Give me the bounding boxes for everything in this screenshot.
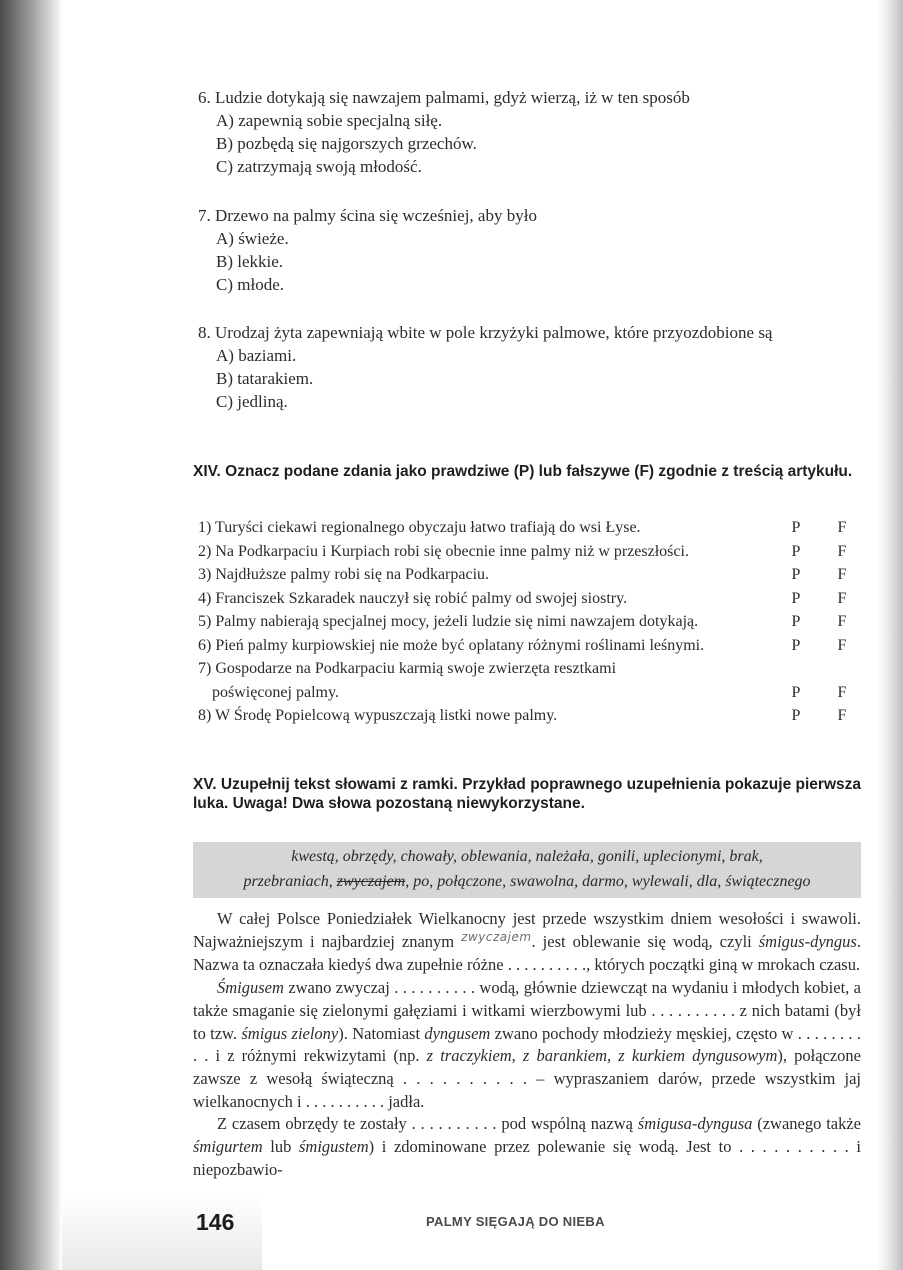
tf-statement xyxy=(198,657,773,704)
word-bank-line xyxy=(205,869,849,894)
false-option[interactable]: F xyxy=(837,707,847,724)
question-stem: 7. Drzewo na palmy ścina się wcześniej, aby było xyxy=(198,206,537,225)
passage-text: zwano zwyczaj . . . . . . . . . . wodą, głównie dziewcząt na wydaniu i młodych kobiet, a także smaganie się zielonymi gałęziami i witkami wierzbowymi lub . . . . . . . . . . z nich batami (był to tzw. xyxy=(193,978,861,1043)
passage-text: W całej Polsce Poniedziałek Wielkanocny jest przede wszystkim dniem wesołości i swawoli. Najważniejszym i najbardziej znanym xyxy=(193,909,861,951)
tf-row xyxy=(198,540,858,564)
tf-row xyxy=(198,704,858,728)
passage-text: lub xyxy=(262,1137,299,1157)
passage-italic: śmigusa-dyngusa xyxy=(637,1114,753,1134)
tf-statement-line: 7) Gospodarze na Podkarpaciu karmią swoje zwierzęta resztkami xyxy=(198,660,617,677)
scan-left-shadow xyxy=(0,0,62,1270)
answer-option: B) pozbędą się najgorszych grzechów. xyxy=(216,134,477,153)
handwritten-answer: zwyczajem xyxy=(461,929,532,944)
passage-italic: śmigus-dyngus xyxy=(758,931,857,951)
false-option[interactable]: F xyxy=(837,613,847,630)
answer-option: A) baziami. xyxy=(216,346,297,365)
word-bank-line: kwestą, obrzędy, chowały, oblewania, należała, gonili, uplecionymi, brak, xyxy=(291,848,763,865)
true-false-table xyxy=(198,516,858,728)
true-option[interactable]: P xyxy=(791,542,801,560)
passage-italic: śmigus zielony xyxy=(241,1023,339,1043)
answer-option: C) zatrzymają swoją młodość. xyxy=(216,157,422,176)
passage-text: ). Natomiast xyxy=(338,1023,425,1043)
passage-text: . Nazwa ta oznaczała kiedyś dwa zupełnie różne . . . . . . . . . ., których początki giną w mrokach czasu. xyxy=(193,931,861,975)
passage-text: ) i zdominowane przez polewanie się wodą. Jest to . . . . . . . . . . i niepozbawio- xyxy=(193,1137,861,1179)
true-option[interactable]: P xyxy=(791,566,801,583)
passage-italic: Śmigusem xyxy=(217,978,284,998)
passage-italic: śmigustem xyxy=(298,1137,369,1157)
tf-statement: 8) W Środę Popielcową wypuszczają listki nowe palmy. xyxy=(198,707,558,724)
false-option[interactable]: F xyxy=(837,542,847,560)
tf-row xyxy=(198,587,858,611)
task-xiv-heading: XIV. Oznacz podane zdania jako prawdziwe (P) lub fałszywe (F) zgodnie z treścią artykułu. xyxy=(193,463,853,480)
word-bank-box xyxy=(193,842,861,898)
passage-paragraph xyxy=(193,908,861,977)
question-7 xyxy=(198,204,537,296)
true-option[interactable]: P xyxy=(791,683,801,701)
answer-option: A) zapewnią sobie specjalną siłę. xyxy=(216,111,443,130)
tf-statement-continuation: poświęconej palmy. xyxy=(212,683,339,701)
running-title: PALMY SIĘGAJĄ DO NIEBA xyxy=(426,1214,605,1229)
scan-right-shadow xyxy=(877,0,903,1270)
tf-statement: 1) Turyści ciekawi regionalnego obyczaju łatwo trafiają do wsi Łyse. xyxy=(198,519,641,536)
question-stem: 8. Urodzaj żyta zapewniają wbite w pole krzyżyki palmowe, które przyozdobione są xyxy=(198,323,773,342)
true-option[interactable]: P xyxy=(791,707,801,724)
word-bank-text: , po, połączone, swawolna, darmo, wylewali, dla, świątecznego xyxy=(405,873,811,890)
true-option[interactable]: P xyxy=(791,589,801,607)
passage-text: zwano pochody młodzieży męskiej, często w . . . . . . . . . . i z różnymi rekwizytami (np. xyxy=(193,1023,861,1066)
tf-statement: 2) Na Podkarpaciu i Kurpiach robi się obecnie inne palmy niż w przeszłości. xyxy=(198,542,689,560)
true-option[interactable]: P xyxy=(791,613,801,630)
answer-option: A) świeże. xyxy=(216,229,289,248)
passage-text: . jest oblewanie się wodą, czyli xyxy=(531,931,759,951)
used-word-struck: zwyczajem xyxy=(336,873,406,890)
task-xv-heading: XV. Uzupełnij tekst słowami z ramki. Przykład poprawnego uzupełnienia pokazuje pierwsza luka. Uwaga! Dwa słowa pozostaną niewykorzystane. xyxy=(193,776,861,812)
passage-text: ), połączone zawsze z wesołą świąteczną . . . . . . . . . . – wypraszaniem darów, przede wszystkim jaj wielkanocnych i . . . . . . . . . . jadła. xyxy=(193,1046,862,1111)
tf-statement: 3) Najdłuższe palmy robi się na Podkarpaciu. xyxy=(198,566,490,583)
tf-row xyxy=(198,610,858,634)
passage-italic: dyngusem xyxy=(424,1023,491,1043)
answer-option: C) młode. xyxy=(216,275,284,294)
answer-option: B) lekkie. xyxy=(216,252,284,271)
false-option[interactable]: F xyxy=(837,519,847,536)
passage-text: (zwanego także xyxy=(752,1114,862,1134)
false-option[interactable]: F xyxy=(837,589,847,607)
answer-option: B) tatarakiem. xyxy=(216,369,314,388)
passage-text: Z czasem obrzędy te zostały . . . . . . . . . . pod wspólną nazwą xyxy=(217,1114,638,1134)
tf-statement: 5) Palmy nabierają specjalnej mocy, jeżeli ludzie się nimi nawzajem dotykają. xyxy=(198,613,699,630)
tf-statement: 6) Pień palmy kurpiowskiej nie może być oplatany różnymi roślinami leśnymi. xyxy=(198,636,705,654)
true-option[interactable]: P xyxy=(791,519,801,536)
false-option[interactable]: F xyxy=(837,683,847,701)
tf-row xyxy=(198,634,858,658)
passage-paragraph xyxy=(193,1113,861,1181)
tf-row xyxy=(198,563,858,587)
passage-italic: z traczykiem, z barankiem, z kurkiem dyngusowym xyxy=(426,1046,778,1066)
passage-italic: śmigurtem xyxy=(193,1137,263,1157)
word-bank-text: przebraniach, xyxy=(243,873,333,890)
tf-statement: 4) Franciszek Szkaradek nauczył się robić palmy od swojej siostry. xyxy=(198,589,628,607)
false-option[interactable]: F xyxy=(837,636,847,654)
true-option[interactable]: P xyxy=(791,636,801,654)
tf-row xyxy=(198,516,858,540)
question-8 xyxy=(198,321,772,413)
false-option[interactable]: F xyxy=(837,566,847,583)
tf-row xyxy=(198,657,858,704)
cloze-passage xyxy=(193,908,861,1181)
question-stem: 6. Ludzie dotykają się nawzajem palmami, gdyż wierzą, iż w ten sposób xyxy=(198,88,690,107)
page-number: 146 xyxy=(196,1209,235,1235)
question-6 xyxy=(198,86,690,178)
passage-paragraph xyxy=(193,977,861,1113)
answer-option: C) jedliną. xyxy=(216,392,288,411)
